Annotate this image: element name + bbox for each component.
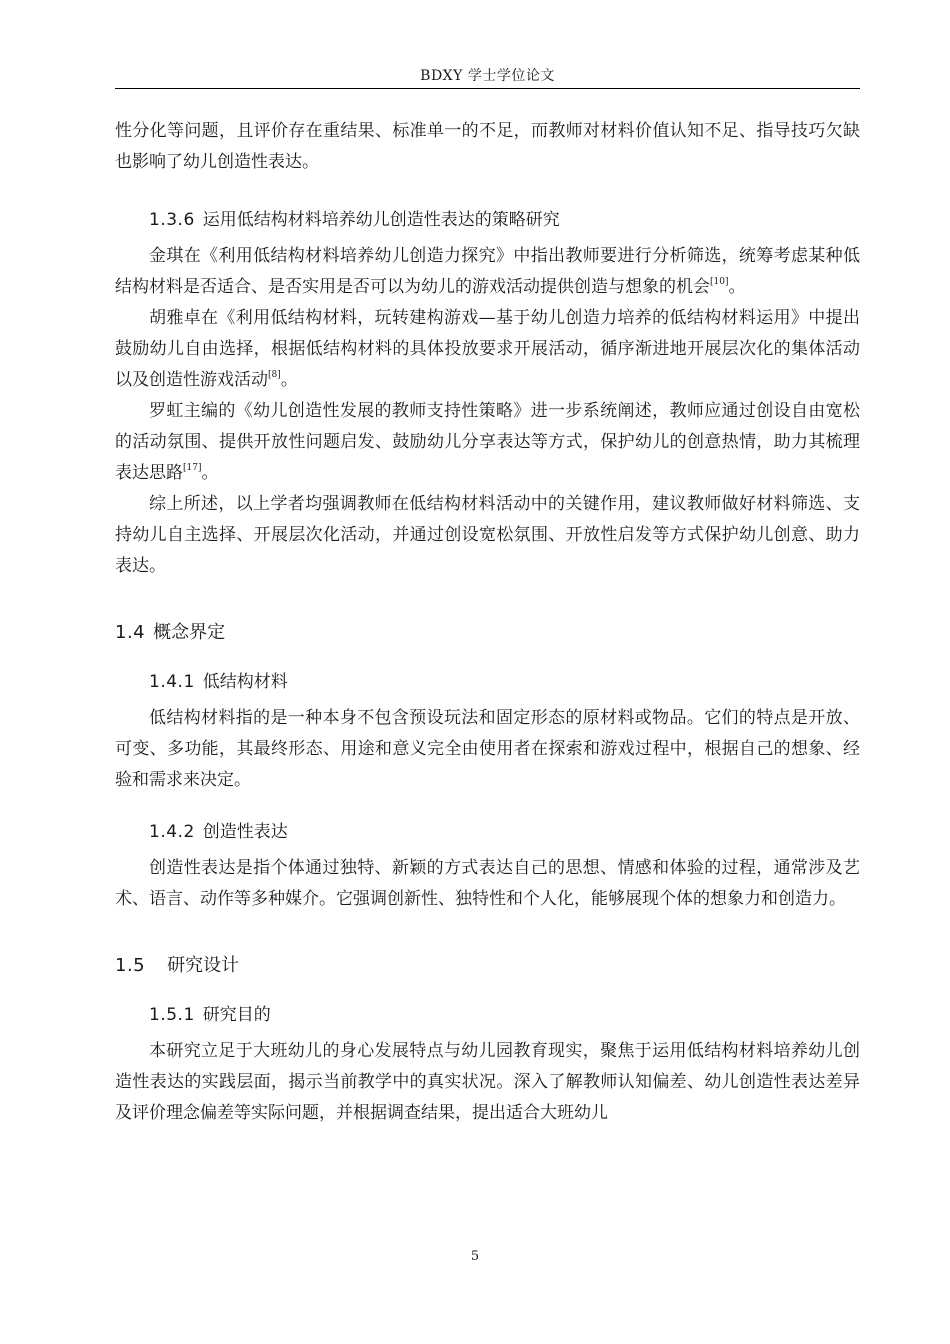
paragraph-definition-creative-expression: 创造性表达是指个体通过独特、新颖的方式表达自己的思想、情感和体验的过程，通常涉及艺术、语言、动作等多种媒介。它强调创新性、独特性和个人化，能够展现个体的想象力和创造力。 <box>115 858 860 909</box>
section-number: 1.4.1 <box>149 672 195 692</box>
section-title: 概念界定 <box>153 622 226 643</box>
page-number: 5 <box>470 1249 480 1264</box>
citation-ref: [17] <box>183 463 202 473</box>
paragraph-continued: 性分化等问题，且评价存在重结果、标准单一的不足，而教师对材料价值认知不足、指导技巧欠缺也影响了幼儿创造性表达。 <box>115 121 860 172</box>
paragraph-jinqi <box>115 241 860 303</box>
header-rule <box>115 88 860 89</box>
paragraph-hu <box>115 303 860 396</box>
paragraph-tail: 。 <box>280 370 298 390</box>
section-1-5-1-heading <box>115 1000 860 1030</box>
section-number: 1.5.1 <box>149 1005 195 1025</box>
paragraph-text: 胡雅卓在《利用低结构材料，玩转建构游戏—基于幼儿创造力培养的低结构材料运用》中提出鼓励幼儿自由选择，根据低结构材料的具体投放要求开展活动，循序渐进地开展层次化的集体活动以及创造性游戏活动 <box>115 308 860 390</box>
citation-ref: [10] <box>710 277 729 287</box>
section-title: 运用低结构材料培养幼儿创造性表达的策略研究 <box>202 210 560 230</box>
section-1-4-1-heading <box>115 667 860 697</box>
paragraph-summary: 综上所述，以上学者均强调教师在低结构材料活动中的关键作用，建议教师做好材料筛选、支持幼儿自主选择、开展层次化活动，并通过创设宽松氛围、开放性启发等方式保护幼儿创意、助力表达。 <box>115 494 860 576</box>
citation-ref: [8] <box>268 370 281 380</box>
paragraph-luo <box>115 396 860 489</box>
section-title: 低结构材料 <box>202 672 288 692</box>
paragraph-research-aim: 本研究立足于大班幼儿的身心发展特点与幼儿园教育现实，聚焦于运用低结构材料培养幼儿创造性表达的实践层面，揭示当前教学中的真实状况。深入了解教师认知偏差、幼儿创造性表达差异及评价理念偏差等实际问题，并根据调查结果，提出适合大班幼儿 <box>115 1041 860 1123</box>
section-number: 1.3.6 <box>149 210 195 230</box>
section-1-4-heading <box>115 618 860 648</box>
running-header: BDXY 学士学位论文 <box>420 68 555 84</box>
section-title: 创造性表达 <box>202 822 288 842</box>
paragraph-definition-low-structure: 低结构材料指的是一种本身不包含预设玩法和固定形态的原材料或物品。它们的特点是开放、可变、多功能，其最终形态、用途和意义完全由使用者在探索和游戏过程中，根据自己的想象、经验和需求来决定。 <box>115 708 860 790</box>
section-title: 研究设计 <box>167 955 240 976</box>
section-number: 1.4 <box>115 622 146 643</box>
section-1-3-6-heading <box>115 205 860 235</box>
section-1-4-2-heading <box>115 817 860 847</box>
paragraph-text: 金琪在《利用低结构材料培养幼儿创造力探究》中指出教师要进行分析筛选，统筹考虑某种低结构材料是否适合、是否实用是否可以为幼儿的游戏活动提供创造与想象的机会 <box>115 246 860 297</box>
paragraph-tail: 。 <box>728 277 746 297</box>
section-title: 研究目的 <box>202 1005 271 1025</box>
paragraph-tail: 。 <box>201 463 219 483</box>
page-body <box>115 116 860 1129</box>
section-number: 1.5 <box>115 955 146 976</box>
paragraph-text: 罗虹主编的《幼儿创造性发展的教师支持性策略》进一步系统阐述，教师应通过创设自由宽松的活动氛围、提供开放性问题启发、鼓励幼儿分享表达等方式，保护幼儿的创意热情，助力其梳理表达思路 <box>115 401 860 483</box>
section-number: 1.4.2 <box>149 822 195 842</box>
section-1-5-heading <box>115 951 860 981</box>
